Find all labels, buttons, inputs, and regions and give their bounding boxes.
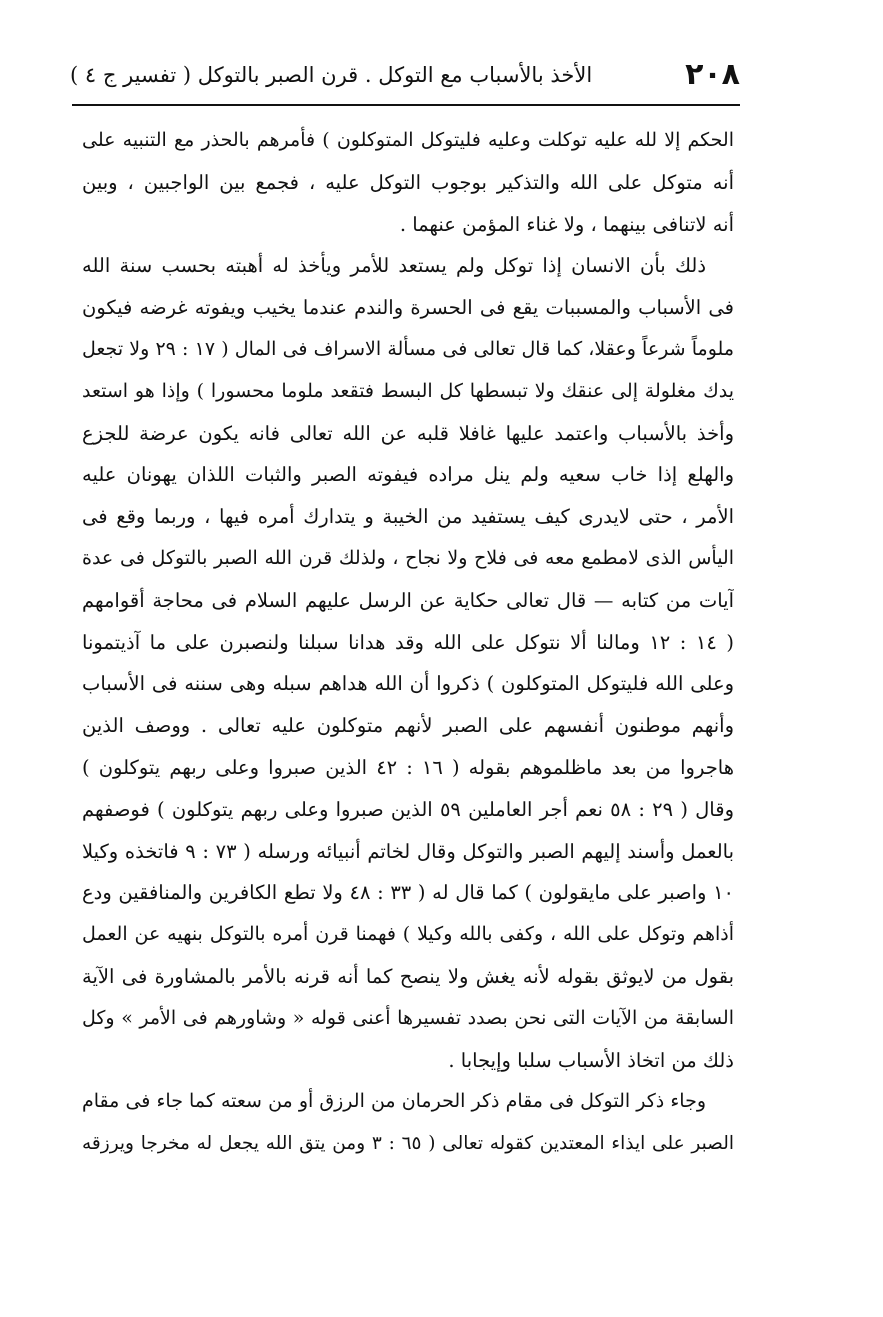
text-line: السابقة من الآيات التى نحن بصدد تفسيرها أعنى قوله « وشاورهم فى الأمر » وكل — [82, 1006, 734, 1029]
page-number: ٢٠٨ — [685, 57, 740, 92]
body-text — [82, 120, 734, 1165]
text-line: وقال ( ٢٩ : ٥٨ نعم أجر العاملين ٥٩ الذين صبروا وعلى ربهم يتوكلون ) فوصفهم — [82, 797, 734, 821]
paragraph-3 — [82, 1081, 734, 1165]
paragraph-2 — [82, 245, 734, 1081]
text-line: الأمر ، حتى لايدرى كيف يستفيد من الخيبة و يتدارك أمره فيها ، وربما وقع فى — [82, 505, 734, 529]
text-line: ملوماً شرعاً وعقلا، كما قال تعالى فى مسألة الاسراف فى المال ( ١٧ : ٢٩ ولا تجعل — [82, 337, 734, 360]
text-line: هاجروا من بعد ماظلموهم بقوله ( ١٦ : ٤٢ الذين صبروا وعلى ربهم يتوكلون ) — [82, 755, 734, 779]
text-line: الصبر على ايذاء المعتدين كقوله تعالى ( ٦٥ : ٣ ومن يتق الله يجعل له مخرجا ويرزقه — [82, 1133, 734, 1155]
text-line: ( ١٤ : ١٢ ومالنا ألا نتوكل على الله وقد هدانا سبلنا ولنصبرن على ما آذيتمونا — [82, 630, 734, 654]
text-line: أنه لاتنافى بينهما ، ولا غناء المؤمن عنهما . — [399, 212, 734, 236]
text-line: فى الأسباب والمسببات يقع فى الحسرة والندم عندما يخيب ويفوته غرضه فيكون — [82, 296, 734, 320]
page-header — [70, 52, 740, 104]
text-line: الحكم إلا لله عليه توكلت وعليه فليتوكل المتوكلون ) فأمرهم بالحذر مع التنبيه على — [82, 129, 734, 151]
text-line: ذلك من اتخاذ الأسباب سلبا وإيجابا . — [448, 1048, 734, 1072]
text-line: يدك مغلولة إلى عنقك ولا تبسطها كل البسط فتقعد ملوما محسورا ) وإذا هو استعد — [82, 379, 734, 402]
text-line: اليأس الذى لامطمع معه فى فلاح ولا نجاح ، ولذلك قرن الله الصبر بالتوكل فى عدة — [82, 546, 734, 569]
text-line: آيات من كتابه — قال تعالى حكاية عن الرسل عليهم السلام فى محاجة أقوامهم — [82, 588, 734, 612]
text-line: ذلك بأن الانسان إذا توكل ولم يستعد للأمر ويأخذ له أهبته بحسب سنة الله — [82, 254, 706, 278]
text-line: والهلع إذا خاب سعيه ولم ينل مراده فيفوته الصبر والثبات اللذان يهونان عليه — [82, 463, 734, 487]
paragraph-1 — [82, 120, 734, 245]
text-line: أنه متوكل على الله والتذكير بوجوب التوكل عليه ، فجمع بين الواجبين ، وبين — [82, 170, 734, 194]
running-title: الأخذ بالأسباب مع التوكل . قرن الصبر بالتوكل ( تفسير ج ٤ ) — [70, 62, 593, 87]
text-line: ١٠ واصبر على مايقولون ) كما قال له ( ٣٣ : ٤٨ ولا تطع الكافرين والمنافقين ودع — [82, 881, 734, 905]
text-line: وجاء ذكر التوكل فى مقام ذكر الحرمان من الرزق أو من سعته كما جاء فى مقام — [82, 1090, 706, 1113]
text-line: أذاهم وتوكل على الله ، وكفى بالله وكيلا ) فهمنا قرن أمره بالتوكل بنهيه عن العمل — [82, 923, 734, 946]
text-line: بالعمل وأسند إليهم الصبر والتوكل وقال لخاتم أنبيائه ورسله ( ٧٣ : ٩ فاتخذه وكيلا — [82, 839, 734, 863]
header-rule — [72, 104, 740, 106]
text-line: وأخذ بالأسباب واعتمد عليها غافلا قلبه عن الله تعالى فانه يكون عرضة للجزع — [82, 421, 734, 445]
text-line: وعلى الله فليتوكل المتوكلون ) ذكروا أن الله هداهم سبله وهى سننه فى الأسباب — [82, 672, 734, 696]
text-line: بقول من لايوثق بقوله لأنه يغش ولا ينصح كما أنه قرنه بالأمر بالمشاورة فى الآية — [82, 964, 734, 988]
text-line: وأنهم موطنون أنفسهم على الصبر لأنهم متوكلون عليه تعالى . ووصف الذين — [82, 714, 734, 738]
